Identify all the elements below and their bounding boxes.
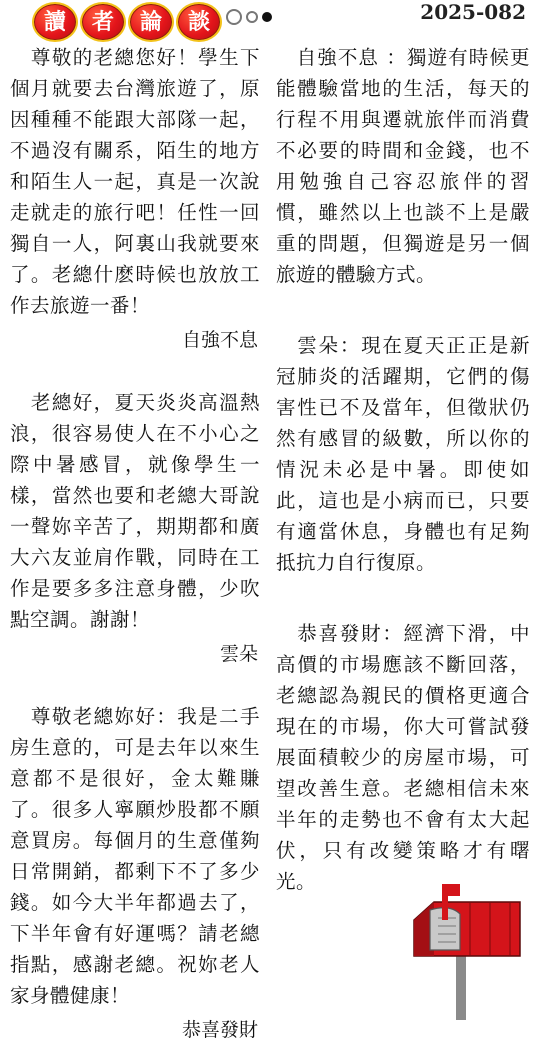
letter-signature: 恭喜發財	[181, 1019, 258, 1041]
letters-column	[10, 42, 260, 1045]
title-char-3: 論	[128, 2, 174, 42]
letter-text: 尊敬的老總您好！學生下個月就要去台灣旅遊了，原因種種不能跟大部隊一起，不過沒有關系，陌生的地方和陌生人一起，真是一次說走就走的旅行吧！任性一回獨自一人，阿裏山我就要來了。老總什麽時候也放放工作去旅遊一番！	[10, 46, 260, 317]
circle-outline-icon	[226, 9, 242, 25]
title-char-1: 讀	[32, 2, 78, 42]
letter-body	[10, 701, 260, 1011]
reader-letter	[10, 701, 260, 1045]
letter-text: 尊敬老總妳好：我是二手房生意的，可是去年以來生意都不是很好，金太難賺了。很多人寧願炒股都不願意買房。每個月的生意僅夠日常開銷，都剩下不了多少錢。如今大半年都過去了，下半年會有好運嗎？請老總指點，感謝老總。祝妳老人家身體健康！	[10, 705, 260, 1007]
reader-letter	[10, 42, 260, 355]
decorative-dots	[226, 9, 272, 25]
mailbox-flag	[442, 884, 460, 896]
letter-signature: 自強不息	[181, 329, 258, 351]
mailbox-icon	[400, 880, 532, 1020]
editor-reply	[276, 330, 530, 578]
mailbox-post	[456, 952, 466, 1020]
editor-reply	[276, 42, 530, 290]
reply-text: 自強不息 ：獨遊有時候更能體驗當地的生活，每天的行程不用與遷就旅伴而消費不必要的時間和金錢，也不用勉強自己容忍旅伴的習慣，雖然以上也談不上是嚴重的問題，但獨遊是另一個旅遊的體驗方式。	[276, 46, 530, 286]
letter-signature: 雲朵	[219, 643, 258, 665]
issue-number: 2025-082	[420, 0, 526, 24]
reader-letter	[10, 387, 260, 669]
reply-body	[276, 42, 530, 290]
letter-body	[10, 42, 260, 321]
reply-text: 恭喜發財：經濟下滑，中高價的市場應該不斷回落，老總認為親民的價格更適合現在的市場，你大可嘗試發展面積較少的房屋市場，可望改善生意。老總相信未來半年的走勢也不會有太大起伏，只有改變策略才有曙光。	[276, 622, 530, 893]
replies-column	[276, 42, 530, 897]
column-title	[32, 2, 222, 42]
reply-text: 雲朵：現在夏天正正是新冠肺炎的活躍期，它們的傷害性已不及當年，但徵狀仍然有感冒的級數，所以你的情況未必是中暑。即使如此，這也是小病而已，只要有適當休息，身體也有足夠抵抗力自行復原。	[276, 334, 530, 574]
title-char-2: 者	[80, 2, 126, 42]
letter-body	[10, 387, 260, 635]
circle-outline-small-icon	[246, 11, 258, 23]
header	[0, 0, 538, 40]
letter-text: 老總好，夏天炎炎高溫熱浪，很容易使人在不小心之際中暑感冒，就像學生一樣，當然也要和老總大哥說一聲妳辛苦了，期期都和廣大六友並肩作戰，同時在工作是要多多注意身體，少吹點空調。謝謝！	[10, 391, 260, 631]
editor-reply	[276, 618, 530, 897]
reply-body	[276, 330, 530, 578]
title-char-4: 談	[176, 2, 222, 42]
circle-filled-icon	[262, 12, 272, 22]
reply-body	[276, 618, 530, 897]
